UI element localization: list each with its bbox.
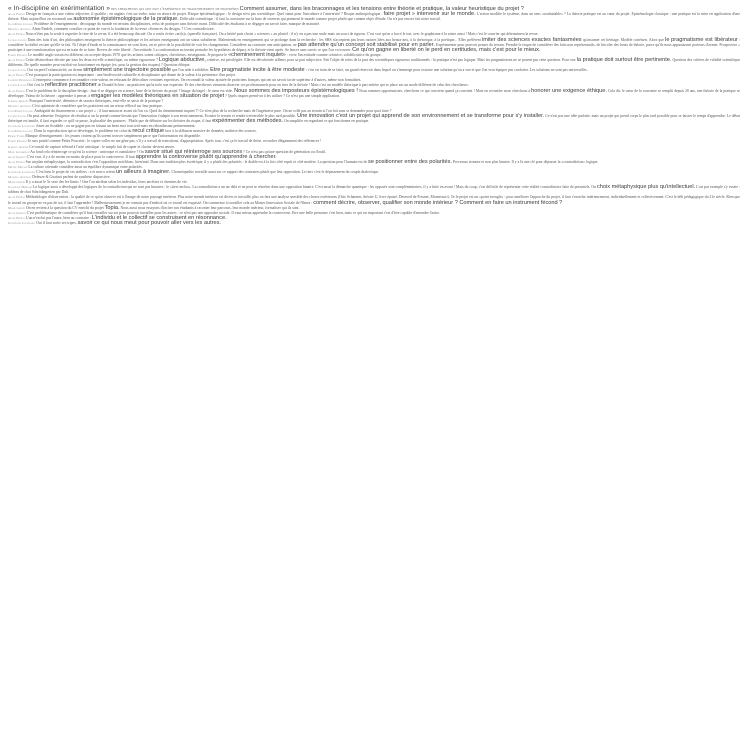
intro-question: Comment assumer, dans les braconnages et les tensions entre théorie et pratique, la valeur heuristique du projet ? bbox=[239, 6, 524, 12]
highlight-phrase: simplement une trajectoire possible bbox=[83, 67, 171, 74]
highlight-phrase: Logique abductive, bbox=[158, 56, 206, 63]
paragraph-text: La culture orientale considère aussi un équilibre dynamique entre polarités. bbox=[28, 164, 143, 169]
speaker-name: Jacques Lolive bbox=[8, 37, 27, 42]
paragraph-text: Pourquoi l'université, détentrice de savoirs théoriques, veut-elle se saisir de la pratique ? bbox=[29, 98, 164, 103]
paragraph-text: L'art par exemple s'y essaie : tableau de chat Schrödingerien par Dali. bbox=[8, 185, 741, 195]
highlight-phrase: savoir situé qui réinterroge ses sources bbox=[144, 148, 243, 155]
paragraph-text: Oui il faut sortir ses tripes, bbox=[36, 220, 77, 225]
discussion-body bbox=[8, 12, 740, 226]
paragraph-text: C'est optimiste de considérer que les praticiens ont un retour réflexif sur leur pratique. bbox=[32, 103, 163, 108]
speaker-name: Isabelle Antoine bbox=[8, 98, 29, 103]
paragraph-text: ? Quels risques prend-on à les utiliser ? Ce n'est pas une simple application. bbox=[225, 93, 341, 98]
speaker-name: Alain Findeli bbox=[8, 73, 25, 78]
paragraph-text: créative, est privilégiée. Elle est dévalorisée ailleurs pour sa part subjective. Fait l'objet de refus de la part des scientifiques rigoureux traditionnels : la pratique n'est pas logique. Mais les pragmaticiens ne se posent pas cette question. Pour eux bbox=[206, 57, 576, 62]
highlight-phrase: Ce qu'on gagne en liberté on le perd en certitudes, mais c'est pour le mieux. bbox=[352, 46, 541, 53]
highlight-phrase: faire projet » intervenir sur le monde. bbox=[383, 11, 476, 18]
speaker-name: Alain Findeli bbox=[8, 159, 25, 164]
paragraph-text: Deleuze & Guattari parlent de synthèse disjonctive. bbox=[32, 175, 111, 180]
speaker-name: Isabelle Antoine bbox=[8, 144, 29, 149]
highlight-phrase: engager les modèles théoriques en situation de projet bbox=[91, 92, 225, 99]
highlight-phrase: se positionner entre des polarités. bbox=[368, 158, 452, 165]
paragraph-text: Je suis positif comme Petite Poucette : le copier-coller ne me gêne pas, s'il y a travail de transitions, d'appropriation. Après tout, c'est ça le travail de thèse, recracher élégamment des références ! bbox=[27, 139, 322, 144]
paragraph-text: Méthodologie d'observation : la qualité de ce qu'on observe est à l'image de notre paysage intérieur. Plus notre monde intérieur est divers et travaillé, plus on fera une analyse sensible des choses extérieures (Otto Scharmer, théorie U, livre épuisé, Deseved de Fresnet, Montessori). Or le projet est un «point aveugle» : pour améliorer l'approche du projet, il faut s'enrichir intérieurement, individuellement et collectivement. C'est le défi pédagogique du 21e siècle. Rien que le travail en groupe ne va pas de soi, il faut l'apprendre ! Malheureusement je ne connais pas d'endroit où ce travail est esquissé. On commence à travailler cela au Master Innovation Sociale de Nîmes : bbox=[8, 195, 740, 205]
paragraph-text: Design en français a une valeur adjective, il qualifie ; en anglais c'est un verbe, mise en œuvre de projet. Risque épistémologique : le design n'est pas scientifique. Quel statut pour l'introduire à l'université ? Risque anthropologique : bbox=[25, 12, 383, 17]
paragraph-text: C'est vrai, il y a de moins en moins de place pour la controverse. Il faut bbox=[26, 154, 135, 159]
paragraph-text: face à la diffusion massive de données, maîtrise des sources. bbox=[165, 129, 257, 134]
paragraph-text: Alain Findeli, comment concilier ce point de vue et la fondation de la revue «Sciences du design» ? C'est contradictoire. bbox=[31, 27, 215, 32]
paragraph-text: que l'on aide à solidifier. bbox=[171, 68, 210, 73]
speaker-name: Jean-Louis Leonhardt bbox=[8, 220, 36, 225]
paragraph-text: Jouer au Scrabble : on ne gagne pas en faisant un beau mot tout seul mais en rebondissant pertinemment. bbox=[36, 124, 196, 129]
intro-caps-text: des chercheurs qui ont fait l'expérience du franchissement de frontières bbox=[111, 6, 239, 11]
speaker-name: Fabien Pinaroli bbox=[8, 139, 27, 144]
highlight-phrase: comment décrire, observer, qualifier son monde intérieur ? Comment en faire un instrument fécond ? bbox=[313, 199, 563, 206]
speaker-name: Alain Gordon bbox=[8, 154, 26, 159]
speaker-name: Marie Gervin bbox=[8, 205, 25, 210]
speaker-name: Jacques Lolive bbox=[8, 113, 27, 118]
paragraph-text: Oui c'est le bbox=[27, 83, 45, 88]
paragraph-text: ? Ce n'est pas qu'une question de génération ou d'outil. bbox=[243, 149, 327, 154]
paragraph-text: Cela dit, le cœur de la couronne se remplit depuis 20 ans, une théorie de la pratique se développe. Valeur de la théorie : apprendre à penser, à bbox=[8, 88, 740, 98]
highlight-phrase: le pragmatisme est libérateur bbox=[665, 36, 738, 43]
paragraph-text: L'action modifie le système, dans un sens «souhaitable» ? La théorie pratique est au cœur du projet. Epistémologie classique : une pratique est la mise en application d'une théorie. Mais aujourd'hui on reconnaît une bbox=[8, 12, 741, 22]
paragraph-text: Ce n'est pas une idée parfaite, mais un projet qui prend corps le plus tard possible pour se laisser le temps d'apprendre. Le débat théorique est inutile, il faut regarder ce qu'il se passe, la pluralité des postures . Plutôt que de débattre sur les théories du risque, il faut bbox=[8, 113, 740, 124]
paragraph-text: Processus ternaire et non plus binaire. Il y a là une clé pour dépasser la «contradiction» logique. bbox=[452, 159, 599, 164]
speaker-name: Maël Gourmelen bbox=[8, 149, 30, 154]
highlight-phrase: recul critique bbox=[132, 128, 165, 135]
paragraph-text: Problème de l'enseignement : découpage du monde en terrains disciplinaires, refus de pratiquer sans théorie avant. Difficulté des étudiants à se dégager un savoir faire, manque de maturité. bbox=[34, 22, 320, 27]
speaker-name: Michel Meyard bbox=[8, 164, 28, 169]
highlight-phrase: apprendre la controverse plutôt qu'apprendre à chercher. bbox=[135, 153, 277, 160]
highlight-phrase: Nous sommes des imposteurs épistémologiques ! bbox=[234, 87, 358, 94]
speaker-name: Laurent Pennemano bbox=[8, 78, 33, 83]
speaker-name: Alain Findeli bbox=[8, 32, 25, 37]
speaker-name: Jean-Pierre Cloarec bbox=[8, 108, 34, 113]
paragraph-text: Sur un plan métaphysique, la contradiction c'est l'opposition noir/blanc, bien/mal. Dans une tradition plus ésotérique, il y a plutôt des polarités : le diable est à la fois côté esprit et côté matière. La question pour l'humain est de bbox=[25, 159, 368, 164]
paragraph-text: Il y a aussi le 'le sexe des les limits ! One l'on attribue selon les individus, leurs ancêtres et chemins de vie. bbox=[25, 180, 188, 185]
highlight-phrase: choix métaphysique plus qu'intellectuel. bbox=[596, 184, 696, 191]
speaker-name: Alain Findeli bbox=[8, 12, 25, 17]
speaker-name: Manuela Antunali bbox=[8, 175, 32, 180]
paragraph-text: On simplifie en regardant ce qui fonctionne en pratique. bbox=[284, 119, 370, 124]
paragraph-text: C'est le problème de la discipline design : faut-il se dégager en science, faire de la théorie du projet ? Image du bagel : le cœur est vide. bbox=[25, 88, 234, 93]
speaker-paragraph bbox=[8, 12, 740, 22]
highlight-phrase: honorer une exigence éthique. bbox=[531, 87, 607, 94]
paragraph-text: C'est pourquoi la participation est importante : une biodiversité culturelle et disciplinaire qui donne de la valeur à la pertinence d'un projet. bbox=[25, 73, 236, 78]
paragraph-text: Manque d'enseignement : les jeunes croient qu'ils savent trouver simplement parce que l'information est disponible. bbox=[25, 134, 201, 139]
highlight-phrase: reflective practitioner bbox=[45, 82, 97, 89]
highlight-phrase: un ailleurs à imaginer. bbox=[115, 169, 171, 175]
highlight-phrase: savoir ce qui nous meut pour pouvoir aller vers les autres. bbox=[77, 219, 221, 226]
paragraph-text: : considérer la réalité en tant qu'elle se fait. Ni l'objet d'étude ni la connaissance ne sont fixes, on se prive de la possibilité de voir les changements. Considérer au contraire une anticipation, ne bbox=[8, 37, 741, 47]
paragraph-text: Nous aussi nous essayons d'inciter nos étudiants à raconter leur parcours, leur monde intérieur, formaliser qui ils sont. bbox=[120, 205, 300, 210]
speaker-name: Alain Gordon bbox=[8, 210, 26, 215]
speaker-name: Jean-Louis Leonhardt bbox=[8, 124, 36, 129]
speaker-name: Jacques Lolive bbox=[8, 68, 27, 73]
speaker-paragraph bbox=[8, 38, 740, 53]
speaker-name: Alain Findeli bbox=[8, 195, 25, 200]
speaker-name: Jean-Pierre Cloarec bbox=[8, 22, 34, 27]
document-title: « In-discipline en exérimentation » bbox=[8, 5, 111, 12]
highlight-phrase: Topia. bbox=[104, 204, 120, 211]
paragraph-text: Dans la coproduction qui se développe, le problème est celui du bbox=[34, 129, 132, 134]
highlight-phrase: imiter des sciences exactes fantasmées bbox=[481, 36, 582, 43]
paragraph-text: On en revient à la question du CV enrichi du projet bbox=[25, 205, 104, 210]
paragraph-text: Nous n'êtes pas la seule à regretter le titre de la revue, il a été beaucoup discuté. On a voulu éviter «art(s)» (querelle française). On a hésité puis choisi « sciences » au pluriel : il n'y en a pas une seule mais un souci de rigueur. C'est vrai qu'on a forcé le ton, avec le graphisme à la saisie aussi ! Mais c'est le courrier qui déterminera la revue. bbox=[25, 32, 539, 37]
paragraph-text: : c'est en train de se faire, un grand réservoir dans lequel on s'immerge pour extraire une solution qu'on a vue et que l'on veut équiper pas conforter. Les solutions ne sont pas universelles. bbox=[305, 68, 588, 73]
speaker-name: Alain Findeli bbox=[8, 215, 25, 220]
speaker-name: Pierre Vaisse bbox=[8, 134, 25, 139]
paragraph-text: L'entreprise commence à reconnaître cette valeur, en refusant de délocaliser certaines expertises. On reconnaît la valeur ajoutée de praticiens français qui ont un savoir tacite supérieur à d'autres, même non formalisés. bbox=[33, 78, 362, 83]
speaker-name: Alain Findeli bbox=[8, 88, 25, 93]
speaker-name: Jean-Loup Hebrard bbox=[8, 185, 33, 190]
paragraph-text: qu'assumer cet héritage. Modèle cartésien. Alors que bbox=[582, 37, 664, 42]
highlight-phrase: pas attendre qu'un concept soit stabilisé pour en parler. bbox=[297, 41, 435, 48]
speaker-name: Manuela Antunali bbox=[8, 27, 32, 32]
speaker-name: Jean-Pierre Cloarec bbox=[8, 129, 34, 134]
highlight-phrase: Une innovation c'est un projet qui apprend de son environnement et se transforme pour s'y installer. bbox=[297, 112, 545, 119]
paragraph-text: Dans des faits d'art, des philosophes enseignent la théorie philosophique et les artistes enseignants ont un statut subalterne. Malentendu en enseignement qui se prolonge dans la recherche : les SHS n'acceptent pas leurs racines liées aux beaux-arts, à la rhétorique, à la poétique... Elles préfèrent bbox=[27, 37, 481, 42]
paragraph-text: Difficulté scientifique : il faut la construire sur la base de sciences qui prennent le monde comme projet plutôt que comme objet d'étude. On n'a pas encore fait notre travail. bbox=[179, 17, 441, 22]
speaker-name: Marie Gervin bbox=[8, 180, 25, 185]
paragraph-text: On peut admettre l'exigence de résultat si on la prend comme besoin que l'innovation s'adapte à son environnement. Ecouter le terrain et rendre irréversible le plus tard possible. bbox=[27, 113, 297, 118]
paragraph-text: Question des critères de validité scientifique différents. De quelle manière peut-on/doit-on fonctionner en équipe (ex. pour la gestion des risques) ? Question éthique. bbox=[8, 57, 741, 68]
speaker-name: Manuela Antunali bbox=[8, 103, 32, 108]
speaker-name: Fabien Pinaroli bbox=[8, 52, 27, 57]
paragraph-text: : vivre l'incertitude comme créatrice, solidificatrice du groupe. bbox=[286, 52, 382, 57]
paragraph-text: L'un n'exclut pas l'autre, bien au contraire : bbox=[25, 215, 91, 220]
paragraph-text: C'est problématique de considérer qu'il faut travailler sur soi pour pouvoir travailler pour les autres : ce n'est pas une approche sociale. Il vaut mieux apprendre la controverse. Etre une belle personne c'est bien, mais ce qui est important c'est d'être capable d'entendre l'autre. bbox=[26, 210, 440, 215]
paragraph-text: Oui on perd l'exhaustivité, on donne bbox=[27, 68, 83, 73]
speaker-paragraph bbox=[8, 89, 740, 99]
speaker-paragraph bbox=[8, 114, 740, 124]
highlight-phrase: expérimenter des méthodes. bbox=[212, 118, 284, 125]
paragraph-text: Nous sommes opportunistes, cherchons ce qui convient quand ça convient ! Mais en revanche nous cherchons à bbox=[358, 88, 531, 93]
speaker-name: Jean-Louis Leonhardt bbox=[8, 170, 36, 174]
speaker-paragraph bbox=[8, 185, 740, 195]
paragraph-text: Expérimenter pour pouvoir penser du terrain. Prendre le risque de considérer des faits non représentatifs, de bricoler des bouts de théorie, parce qu'ils nous apparaissent porteurs d'avenir. Prospective « participer à une transformation qui est en train de se faire. Revers de cette liberté : l'incertitude. La confrontation au terrain perturbe les hypothèses de départ, et la théorie vient après. Se lancer sans savoir ce que l'on va trouver. bbox=[8, 42, 741, 52]
speaker-name: Alain Findeli bbox=[8, 57, 25, 62]
highlight-phrase: autonomie épistémologique de la pratique. bbox=[73, 16, 179, 23]
speaker-paragraph bbox=[8, 221, 740, 226]
speaker-name: Jacques Lolive bbox=[8, 83, 27, 88]
paragraph-text: Ambiguïté du financement « sur projet » : il faut annoncer avant où l'on va. Quid du cheminement inquiet ?! Ce n'est plus de la recherche mais de l'ingénierie pure. On ne colle pas au terrain si l'on fait sans se demander pour quoi faire ? bbox=[34, 108, 392, 113]
paragraph-text: La logique aussi a développé des logiques de la contradiction qui ne sont pas binaires : le «tiers inclus». La contradiction a un au-delà et ne peut se résorber dans une opposition binaire. C'est aussi la démarche quantique : les opposés sont complémentaires, il y a fuite en avant ! Mais du coup, c'est difficile de représenter cette réalité contradictoire faite de potentiels. On bbox=[33, 185, 596, 190]
paragraph-text: Ce travail de capture n'étend à l'acte artistique : le simple fait de capter et choisir devient œuvre. bbox=[29, 144, 176, 149]
paragraph-text: Cette désinvolture décrite par tous les deux est-elle scientifique, ou même rigoureuse ? bbox=[25, 57, 158, 62]
paragraph-text: L'homéopathie travaille aussi sur ce rapport des contraires plutôt que leur opposition. Le tiers c'est le dépassement du couple dialectique. bbox=[171, 170, 380, 174]
paragraph-text: Au fond cela réinterroge ce qu'est la science : univoque et cumulative ? On bbox=[30, 149, 144, 154]
paragraph-text: de Donald Schön : un praticien qui bricole son expertise. Et des chercheurs viennent observer ces professionnels pour en tirer de la théorie ! Mais c'est un modèle théorique à part entière qui se place sur un mode différent de celui des chercheurs. bbox=[97, 83, 469, 88]
paragraph-text: C'est bien le projet de ces ateliers : a et non-a créent bbox=[36, 170, 115, 174]
highlight-phrase: L'individu et le collectif se construisent en résonnance. bbox=[91, 214, 227, 221]
paragraph-text: Le modèle anglo-saxon est différent, on accepte depuis 1970 que les artistes soient critiques, chercheurs, enseignants. Je propose le bbox=[27, 52, 228, 57]
highlight-phrase: la pratique doit surtout être pertinente. bbox=[576, 56, 672, 63]
highlight-phrase: «cheminement inquiet» bbox=[228, 51, 286, 58]
highlight-phrase: Etre pragmatiste incite à être modeste bbox=[210, 67, 305, 74]
